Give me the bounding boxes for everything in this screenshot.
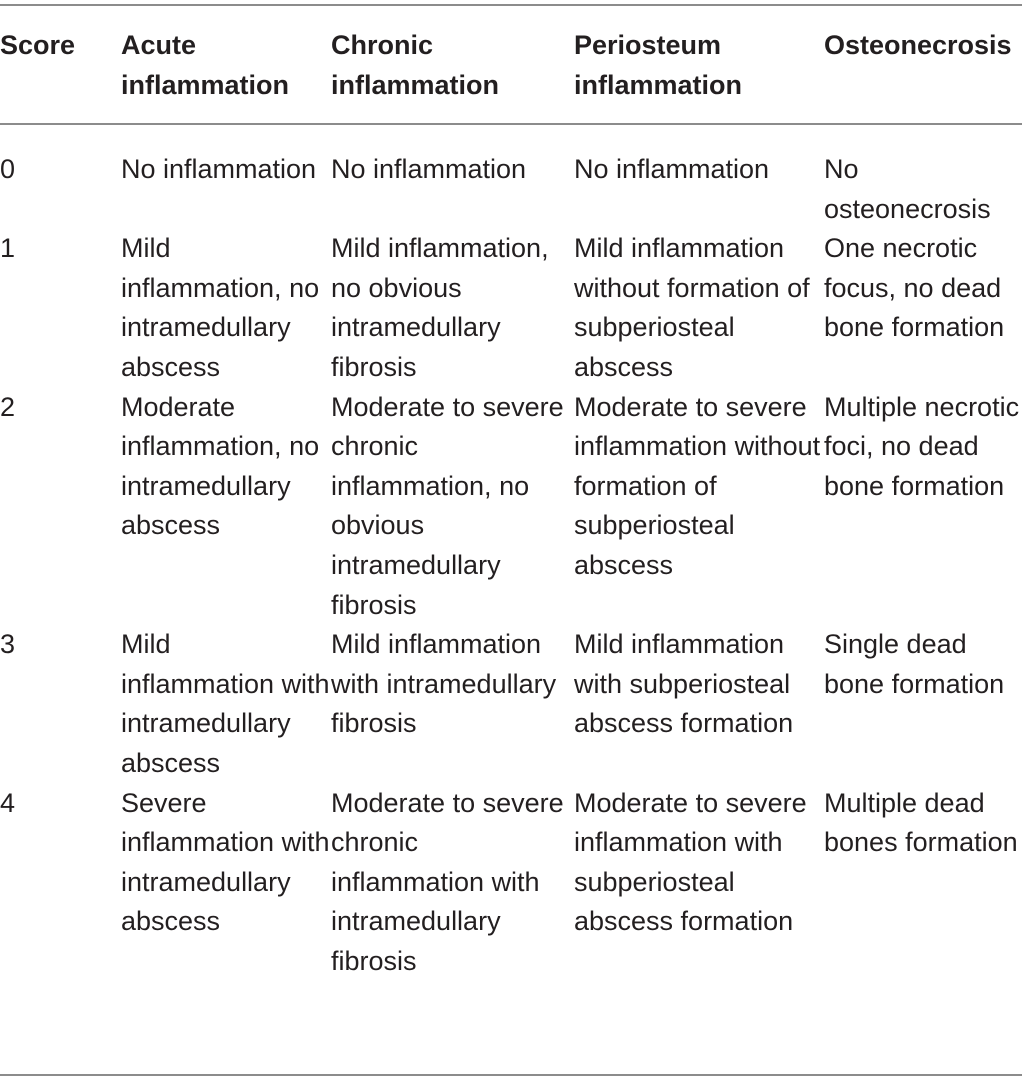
cell-score: 4 — [0, 787, 16, 818]
table-row — [0, 784, 1022, 982]
cell-score: 1 — [0, 233, 16, 264]
header-periosteum-inflammation: Periosteum inflammation — [574, 30, 743, 100]
header-chronic-inflammation: Chronic inflammation — [331, 30, 500, 100]
table-row — [0, 388, 1022, 626]
cell-osteonecrosis: Multiple necrotic foci, no dead bone formation — [824, 391, 1020, 501]
cell-osteonecrosis: Single dead bone formation — [824, 629, 1005, 699]
cell-acute: Moderate inflammation, no intramedullary abscess — [121, 391, 320, 541]
cell-score: 3 — [0, 629, 16, 660]
cell-acute: Mild inflammation, no intramedullary abscess — [121, 233, 320, 382]
cell-acute: No inflammation — [121, 154, 317, 184]
cell-osteonecrosis: No osteonecrosis — [824, 154, 991, 224]
header-score: Score — [0, 30, 76, 60]
table-row — [0, 625, 1022, 783]
cell-periosteum: Mild inflammation with subperiosteal abscess formation — [574, 629, 794, 739]
cell-periosteum: Moderate to severe inflammation without formation of subperiosteal abscess — [574, 391, 821, 580]
header-acute-inflammation: Acute inflammation — [121, 30, 290, 100]
cell-acute: Mild inflammation with intramedullary abscess — [121, 629, 330, 778]
cell-chronic: Mild inflammation with intramedullary fibrosis — [331, 629, 557, 739]
cell-chronic: Moderate to severe chronic inflammation with intramedullary fibrosis — [331, 787, 564, 976]
table-row — [0, 229, 1022, 387]
header-osteonecrosis: Osteonecrosis — [824, 30, 1012, 60]
cell-periosteum: Mild inflammation without formation of subperiosteal abscess — [574, 233, 810, 382]
cell-score: 2 — [0, 391, 16, 422]
cell-periosteum: No inflammation — [574, 154, 770, 184]
cell-osteonecrosis: One necrotic focus, no dead bone formation — [824, 233, 1005, 343]
cell-chronic: Mild inflammation, no obvious intramedullary fibrosis — [331, 233, 549, 382]
table-bottom-rule — [0, 1074, 1022, 1076]
cell-chronic: Moderate to severe chronic inflammation, no obvious intramedullary fibrosis — [331, 391, 564, 620]
cell-periosteum: Moderate to severe inflammation with subperiosteal abscess formation — [574, 787, 807, 937]
table-row — [0, 124, 1022, 229]
cell-chronic: No inflammation — [331, 154, 527, 184]
cell-osteonecrosis: Multiple dead bones formation — [824, 787, 1018, 858]
cell-score: 0 — [0, 154, 16, 184]
cell-acute: Severe inflammation with intramedullary abscess — [121, 787, 330, 937]
table-header-row — [0, 0, 1022, 124]
